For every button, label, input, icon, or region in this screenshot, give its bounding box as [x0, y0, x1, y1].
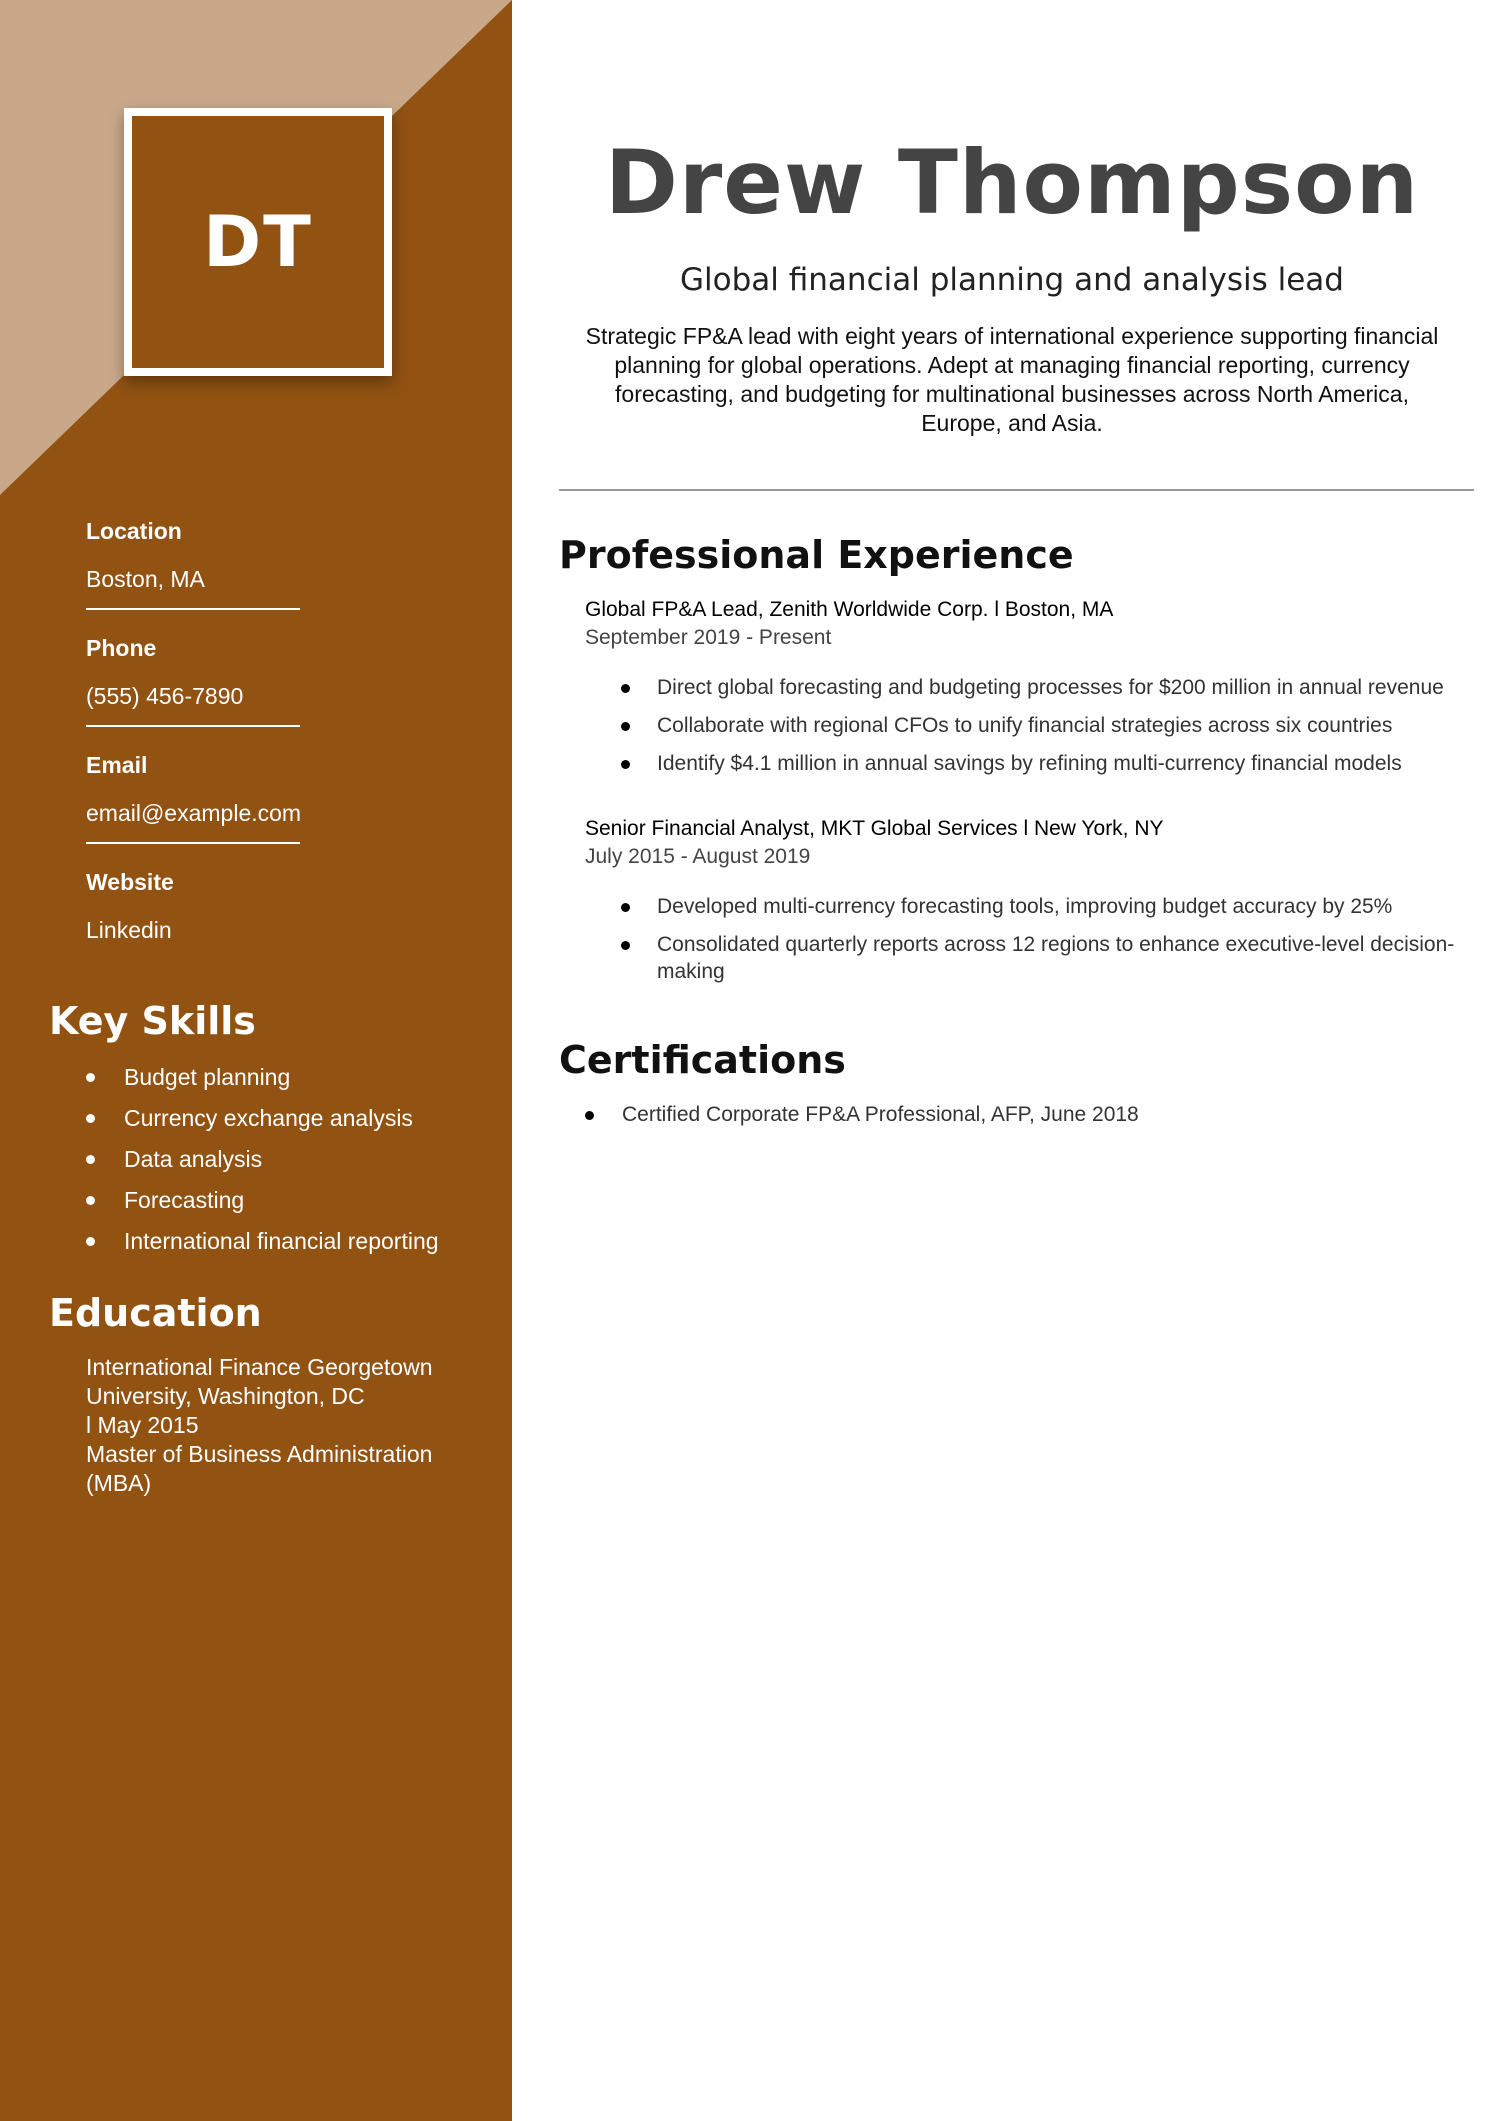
bullet-icon — [621, 941, 630, 950]
education-details — [86, 1353, 466, 1498]
contact-label: Email — [86, 752, 148, 778]
job-entry — [585, 815, 1475, 996]
bullet-icon — [86, 1196, 95, 1205]
job-bullet-text: Identify $4.1 million in annual savings by refining multi-currency financial models — [657, 752, 1402, 775]
job-bullet — [585, 712, 1475, 739]
sidebar — [0, 0, 512, 2121]
contact-label: Website — [86, 869, 174, 895]
job-bullets — [585, 893, 1475, 985]
job-bullet — [585, 931, 1475, 985]
certifications-heading: Certifications — [559, 1038, 846, 1082]
job-title: Senior Financial Analyst, MKT Global Services l New York, NY — [585, 817, 1164, 840]
job-bullet-text: Consolidated quarterly reports across 12 regions to enhance executive-level decision-making — [657, 933, 1455, 983]
skill-text: Currency exchange analysis — [124, 1105, 413, 1131]
job-bullet-text: Developed multi-currency forecasting tools, improving budget accuracy by 25% — [657, 895, 1393, 918]
job-bullet — [585, 893, 1475, 920]
skill-item — [86, 1180, 439, 1221]
job-bullet — [585, 674, 1475, 701]
skill-item — [86, 1221, 439, 1262]
headline: Global financial planning and analysis lead — [680, 262, 1344, 298]
monogram: DT — [203, 201, 313, 283]
bullet-icon — [621, 903, 630, 912]
skills-list — [86, 1057, 439, 1262]
certifications-list — [585, 1101, 1475, 1129]
skill-text: Forecasting — [124, 1187, 245, 1213]
bullet-icon — [86, 1073, 95, 1082]
experience-heading: Professional Experience — [559, 533, 1074, 577]
certification-item — [585, 1101, 1475, 1129]
contact-value[interactable]: email@example.com — [86, 800, 302, 826]
skill-item — [86, 1139, 439, 1180]
education-line: l May 2015 — [86, 1412, 199, 1438]
monogram-box — [124, 108, 392, 376]
job-bullets — [585, 674, 1475, 777]
contact-divider — [86, 842, 300, 844]
contact-label: Phone — [86, 635, 157, 661]
skill-item — [86, 1057, 439, 1098]
education-line: International Finance Georgetown University, Washington, DC — [86, 1354, 433, 1409]
contact-location — [86, 516, 466, 633]
header-divider — [559, 489, 1474, 491]
contact-phone — [86, 633, 466, 750]
bullet-icon — [585, 1111, 594, 1120]
job-dates: September 2019 - Present — [585, 626, 832, 649]
contact-value[interactable]: Linkedin — [86, 917, 172, 943]
bullet-icon — [621, 684, 630, 693]
bullet-icon — [86, 1114, 95, 1123]
contact-divider — [86, 608, 300, 610]
bullet-icon — [86, 1155, 95, 1164]
skill-item — [86, 1098, 439, 1139]
education-line: Master of Business Administration (MBA) — [86, 1441, 433, 1496]
skill-text: Budget planning — [124, 1064, 291, 1090]
bullet-icon — [86, 1237, 95, 1246]
summary: Strategic FP&A lead with eight years of international experience supporting financial planning for global operations. Adept at managing financial reporting, currency forecasting, and budgeting for multinational businesses across North America, Europe, and Asia. — [585, 323, 1439, 436]
job-dates: July 2015 - August 2019 — [585, 845, 811, 868]
contact-label: Location — [86, 518, 182, 544]
job-entry — [585, 596, 1475, 788]
skill-text: Data analysis — [124, 1146, 263, 1172]
bullet-icon — [621, 722, 630, 731]
main-content — [512, 0, 1500, 2121]
bullet-icon — [621, 760, 630, 769]
contact-value: (555) 456-7890 — [86, 683, 244, 709]
contact-email — [86, 750, 466, 867]
education-heading: Education — [49, 1291, 262, 1335]
job-bullet — [585, 750, 1475, 777]
skill-text: International financial reporting — [124, 1228, 439, 1254]
job-bullet-text: Direct global forecasting and budgeting processes for $200 million in annual revenue — [657, 676, 1444, 699]
skills-heading: Key Skills — [49, 999, 256, 1043]
contact-section — [86, 516, 466, 984]
contact-divider — [86, 725, 300, 727]
contact-value: Boston, MA — [86, 566, 205, 592]
contact-website — [86, 867, 466, 984]
job-title: Global FP&A Lead, Zenith Worldwide Corp. l Boston, MA — [585, 598, 1114, 621]
certification-text: Certified Corporate FP&A Professional, AFP, June 2018 — [622, 1103, 1139, 1126]
job-bullet-text: Collaborate with regional CFOs to unify financial strategies across six countries — [657, 714, 1393, 737]
candidate-name: Drew Thompson — [604, 131, 1420, 234]
